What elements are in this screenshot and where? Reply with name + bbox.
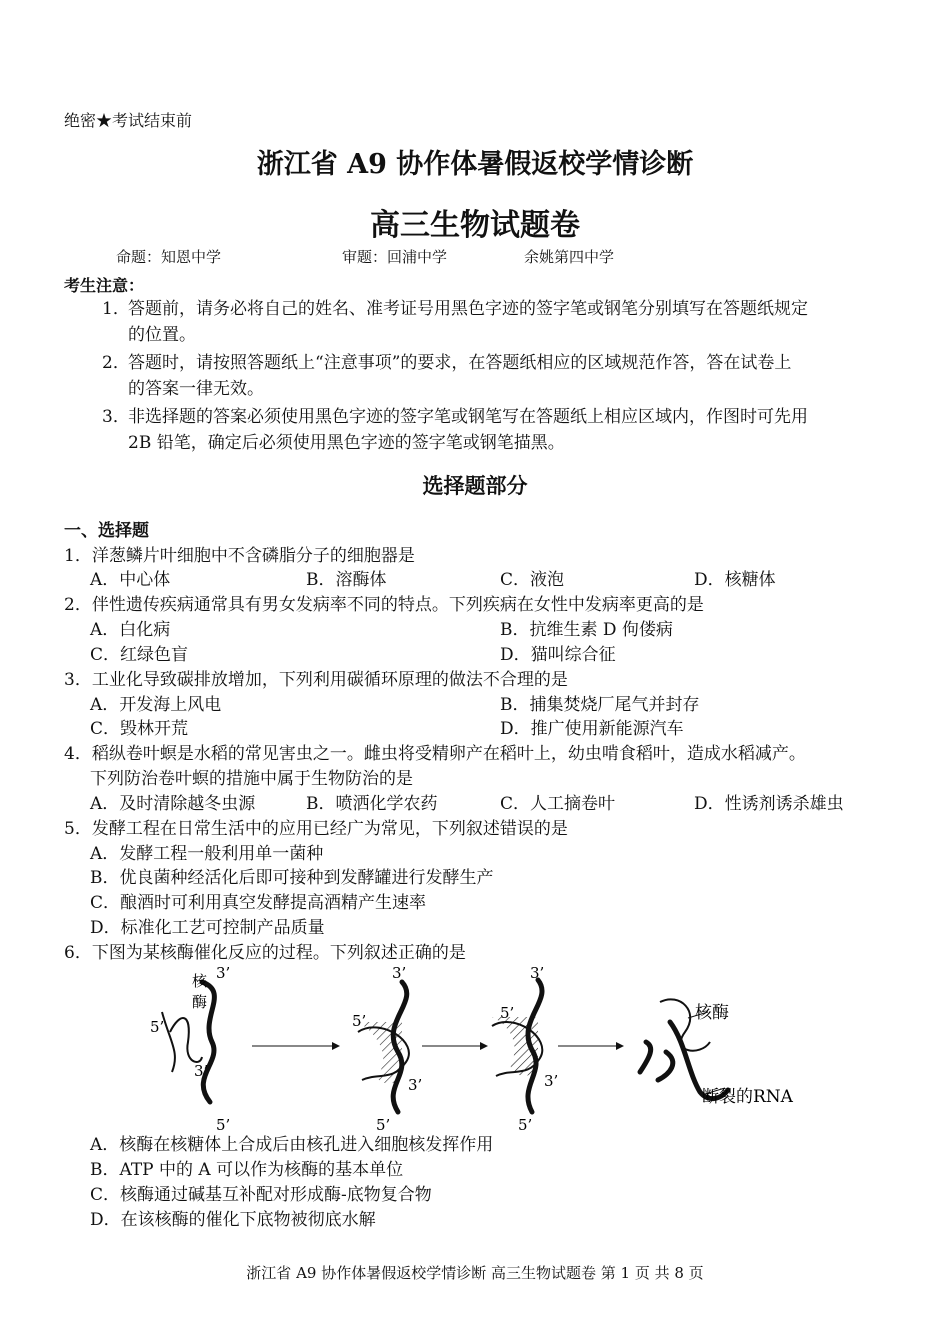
notice-item-3-num: 3．: [102, 407, 130, 427]
arrow-3-head: [616, 1042, 624, 1050]
section-title: 选择题部分: [422, 473, 528, 498]
arrow-1-head: [332, 1042, 340, 1050]
stage-4-products: [640, 999, 794, 1107]
question-type-heading: 一、选择题: [64, 521, 149, 541]
question-3-option-a: A．开发海上风电: [90, 695, 222, 715]
notice-item-2-num: 2．: [102, 353, 130, 373]
question-3-option-c: C．毁林开荒: [90, 719, 189, 739]
fig-label-5prime-left-2: 5’: [352, 1012, 367, 1030]
fig-label-ribozyme-char2: 酶: [192, 993, 208, 1011]
question-5-option-b: B．优良菌种经活化后即可接种到发酵罐进行发酵生产: [90, 868, 494, 888]
fig-label-5prime-bottom-2: 5’: [376, 1116, 391, 1130]
question-2-option-a: A．白化病: [90, 620, 171, 640]
notice-item-2-line2: 的答案一律无效。: [128, 379, 264, 399]
notice-item-3-line2: 2B 铅笔，确定后必须使用黑色字迹的签字笔或钢笔描黑。: [128, 433, 565, 453]
fig-label-5prime-left-3: 5’: [500, 1004, 515, 1022]
question-6-option-a: A．核酶在核糖体上合成后由核孔进入细胞核发挥作用: [90, 1135, 494, 1155]
question-5-stem: 5．发酵工程在日常生活中的应用已经广为常见，下列叙述错误的是: [64, 819, 568, 839]
fig-label-3prime-top-3: 3’: [530, 964, 545, 982]
stage-1-ribozyme-substrate: [150, 964, 230, 1130]
notice-item-3-line1: 非选择题的答案必须使用黑色字迹的签字笔或钢笔写在答题纸上相应区域内，作图时可先用: [128, 407, 808, 427]
notice-item-1-line1: 答题前，请务必将自己的姓名、准考证号用黑色字迹的签字笔或钢笔分别填写在答题纸规定: [128, 299, 808, 319]
question-6-option-b: B．ATP 中的 A 可以作为核酶的基本单位: [90, 1160, 404, 1180]
fig-label-broken-rna: 断裂的RNA: [702, 1087, 793, 1107]
fig-label-5prime-bottom-3: 5’: [518, 1116, 533, 1130]
stage-3-cleavage: [492, 964, 558, 1130]
question-6-stem: 6．下图为某核酶催化反应的过程。下列叙述正确的是: [64, 943, 466, 963]
question-5-option-d: D．标准化工艺可控制产品质量: [90, 918, 325, 938]
fig-label-3prime-mid-3: 3’: [544, 1072, 559, 1090]
exam-subtitle: 高三生物试题卷: [370, 208, 580, 243]
question-3-stem: 3．工业化导致碳排放增加，下列利用碳循环原理的做法不合理的是: [64, 670, 568, 690]
fig-label-5prime-left-1: 5’: [150, 1018, 165, 1036]
question-4-option-d: D．性诱剂诱杀雄虫: [694, 794, 844, 814]
fig-label-3prime-mid-2: 3’: [408, 1076, 423, 1094]
notice-item-1-num: 1．: [102, 299, 130, 319]
question-1-option-c: C．液泡: [500, 570, 565, 590]
credit-setter: 命题：知恩中学: [116, 248, 222, 266]
question-6-option-c: C．核酶通过碱基互补配对形成酶-底物复合物: [90, 1185, 432, 1205]
notice-item-1-line2: 的位置。: [128, 325, 196, 345]
question-2-option-d: D．猫叫综合征: [500, 645, 616, 665]
notice-title: 考生注意：: [64, 276, 145, 295]
question-1-option-b: B．溶酶体: [306, 570, 387, 590]
question-3-option-d: D．推广使用新能源汽车: [500, 719, 684, 739]
fig-label-3prime-top-2: 3’: [392, 964, 407, 982]
question-2-stem: 2．伴性遗传疾病通常具有男女发病率不同的特点。下列疾病在女性中发病率更高的是: [64, 595, 704, 615]
fig-label-ribozyme: 核酶: [695, 1003, 729, 1023]
credit-reviewer: 审题：回浦中学: [342, 248, 448, 266]
fig-label-3prime-mid-1: 3’: [194, 1062, 209, 1080]
question-1-stem: 1．洋葱鳞片叶细胞中不含磷脂分子的细胞器是: [64, 546, 415, 566]
question-5-option-a: A．发酵工程一般利用单一菌种: [90, 844, 324, 864]
question-2-option-c: C．红绿色盲: [90, 645, 189, 665]
fig-label-5prime-bottom-1: 5’: [216, 1116, 231, 1130]
exam-title: 浙江省 A9 协作体暑假返校学情诊断: [256, 149, 694, 180]
notice-item-2-line1: 答题时，请按照答题纸上“注意事项”的要求，在答题纸相应的区域规范作答，答在试卷上: [128, 353, 792, 373]
fig-label-3prime-top-1: 3’: [216, 964, 231, 982]
confidential-mark: 绝密★考试结束前: [64, 111, 193, 130]
question-4-option-a: A．及时清除越冬虫源: [90, 794, 256, 814]
page-footer: 浙江省 A9 协作体暑假返校学情诊断 高三生物试题卷 第 1 页 共 8 页: [246, 1264, 704, 1282]
question-4-option-b: B．喷洒化学农药: [306, 794, 438, 814]
fig-label-ribozyme-char1: 核: [192, 972, 208, 990]
question-3-option-b: B．捕集焚烧厂尾气并封存: [500, 695, 700, 715]
credit-reviewer-2: 余姚第四中学: [524, 248, 615, 266]
question-4-stem-line2: 下列防治卷叶螟的措施中属于生物防治的是: [90, 769, 413, 789]
arrow-2-head: [480, 1042, 488, 1050]
question-6-option-d: D．在该核酶的催化下底物被彻底水解: [90, 1210, 376, 1230]
ribozyme-reaction-figure: [140, 962, 820, 1130]
question-5-option-c: C．酿酒时可利用真空发酵提高酒精产生速率: [90, 893, 427, 913]
question-1-option-a: A．中心体: [90, 570, 171, 590]
question-2-option-b: B．抗维生素 D 佝偻病: [500, 620, 673, 640]
question-1-option-d: D．核糖体: [694, 570, 776, 590]
question-4-option-c: C．人工摘卷叶: [500, 794, 616, 814]
stage-2-complex: [352, 964, 422, 1130]
question-4-stem: 4．稻纵卷叶螟是水稻的常见害虫之一。雌虫将受精卵产在稻叶上，幼虫啃食稻叶，造成水稻减产。: [64, 744, 806, 764]
